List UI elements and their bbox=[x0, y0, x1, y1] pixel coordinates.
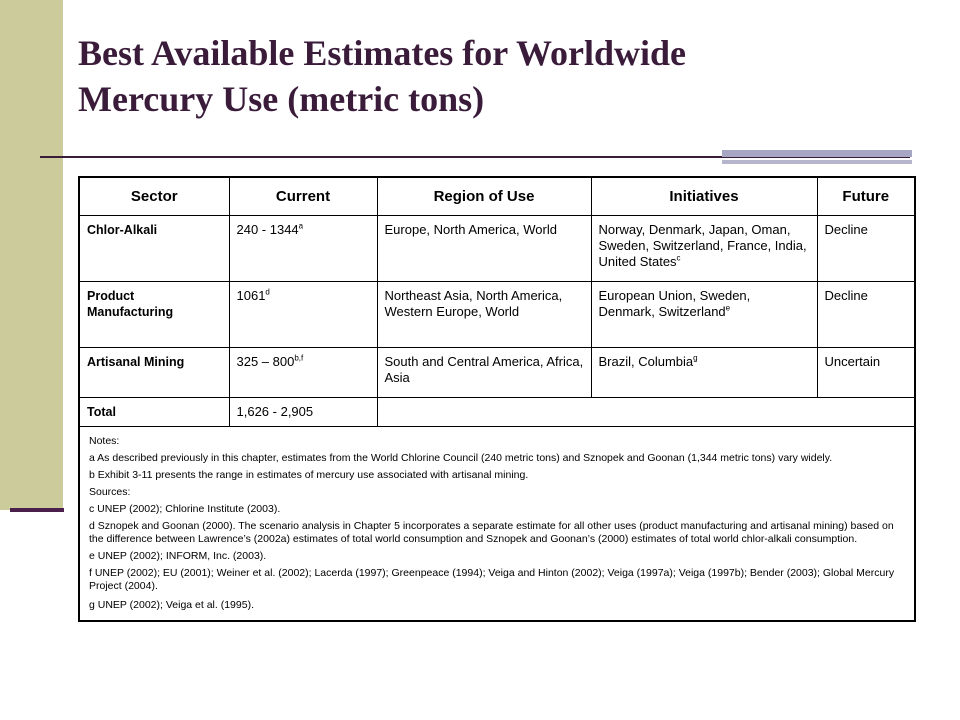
source-item: c UNEP (2002); Chlorine Institute (2003). bbox=[89, 503, 281, 515]
mercury-use-table-container bbox=[78, 176, 914, 622]
header-future: Future bbox=[817, 177, 915, 216]
total-value: 1,626 - 2,905 bbox=[229, 398, 377, 427]
cell-initiatives bbox=[591, 282, 817, 348]
source-item: g UNEP (2002); Veiga et al. (1995). bbox=[89, 599, 254, 611]
footnote-marker: b,f bbox=[294, 353, 304, 363]
header-current: Current bbox=[229, 177, 377, 216]
header-region: Region of Use bbox=[377, 177, 591, 216]
header-initiatives: Initiatives bbox=[591, 177, 817, 216]
notes-row bbox=[79, 427, 915, 622]
cell-current bbox=[229, 216, 377, 282]
side-decoration-bar bbox=[0, 0, 63, 510]
footnote-marker: e bbox=[725, 303, 731, 313]
cell-sector: Product Manufacturing bbox=[79, 282, 229, 348]
cell-initiatives-value: Brazil, Columbia bbox=[598, 354, 694, 369]
cell-future: Uncertain bbox=[817, 348, 915, 398]
cell-region: Europe, North America, World bbox=[377, 216, 591, 282]
cell-region: South and Central America, Africa, Asia bbox=[377, 348, 591, 398]
source-item: d Sznopek and Goonan (2000). The scenario analysis in Chapter 5 incorporates a separate estimate for all other uses (product manufacturing and artisanal mining) based on the difference between Lawrence’s (2002a) estimates of total world consumption and Sznopek and Goonan’s (2000) estimates of total world chlor-alkali consumption. bbox=[89, 520, 894, 545]
cell-sector: Chlor-Alkali bbox=[79, 216, 229, 282]
cell-current-value: 240 - 1344 bbox=[236, 222, 299, 237]
header-sector: Sector bbox=[79, 177, 229, 216]
cell-initiatives-value: European Union, Sweden, Denmark, Switzerland bbox=[598, 288, 751, 319]
cell-current bbox=[229, 282, 377, 348]
notes-cell bbox=[79, 427, 915, 622]
cell-future: Decline bbox=[817, 282, 915, 348]
slide-title-line1: Best Available Estimates for Worldwide bbox=[78, 33, 686, 73]
total-row bbox=[79, 398, 915, 427]
cell-current-value: 325 – 800 bbox=[236, 354, 295, 369]
cell-initiatives bbox=[591, 216, 817, 282]
cell-current-value: 1061 bbox=[236, 288, 266, 303]
cell-current bbox=[229, 348, 377, 398]
source-item: e UNEP (2002); INFORM, Inc. (2003). bbox=[89, 550, 267, 562]
table-row bbox=[79, 282, 915, 348]
table-row bbox=[79, 216, 915, 282]
footnote-marker: g bbox=[693, 353, 698, 363]
source-item: f UNEP (2002); EU (2001); Weiner et al. (2002); Lacerda (1997); Greenpeace (1994); Veiga and Hinton (2002); Veiga (1997a); Veiga (1997b); Bender (2003); Global Mercury Project (2004). bbox=[89, 567, 895, 592]
title-accent-bar bbox=[722, 150, 912, 157]
table-header-row bbox=[79, 177, 915, 216]
sources-heading: Sources: bbox=[89, 486, 131, 498]
side-accent-line bbox=[10, 508, 64, 512]
slide-title bbox=[78, 30, 898, 122]
title-accent-bar-2 bbox=[722, 160, 912, 164]
cell-initiatives bbox=[591, 348, 817, 398]
notes-heading: Notes: bbox=[89, 435, 120, 447]
footnote-marker: d bbox=[265, 287, 270, 297]
total-blank-cell bbox=[377, 398, 915, 427]
slide-title-line2: Mercury Use (metric tons) bbox=[78, 79, 485, 119]
cell-initiatives-value: Norway, Denmark, Japan, Oman, Sweden, Switzerland, France, India, United States bbox=[598, 222, 807, 269]
note-item: b Exhibit 3-11 presents the range in estimates of mercury use associated with artisanal mining. bbox=[89, 469, 529, 481]
cell-region: Northeast Asia, North America, Western Europe, World bbox=[377, 282, 591, 348]
footnote-marker: a bbox=[298, 221, 304, 231]
table-row bbox=[79, 348, 915, 398]
mercury-use-table bbox=[78, 176, 916, 622]
cell-sector: Artisanal Mining bbox=[79, 348, 229, 398]
footnote-marker: c bbox=[676, 253, 681, 263]
note-item: a As described previously in this chapter, estimates from the World Chlorine Council (240 metric tons) and Sznopek and Goonan (1,344 metric tons) vary widely. bbox=[89, 452, 833, 464]
cell-future: Decline bbox=[817, 216, 915, 282]
total-label: Total bbox=[79, 398, 229, 427]
